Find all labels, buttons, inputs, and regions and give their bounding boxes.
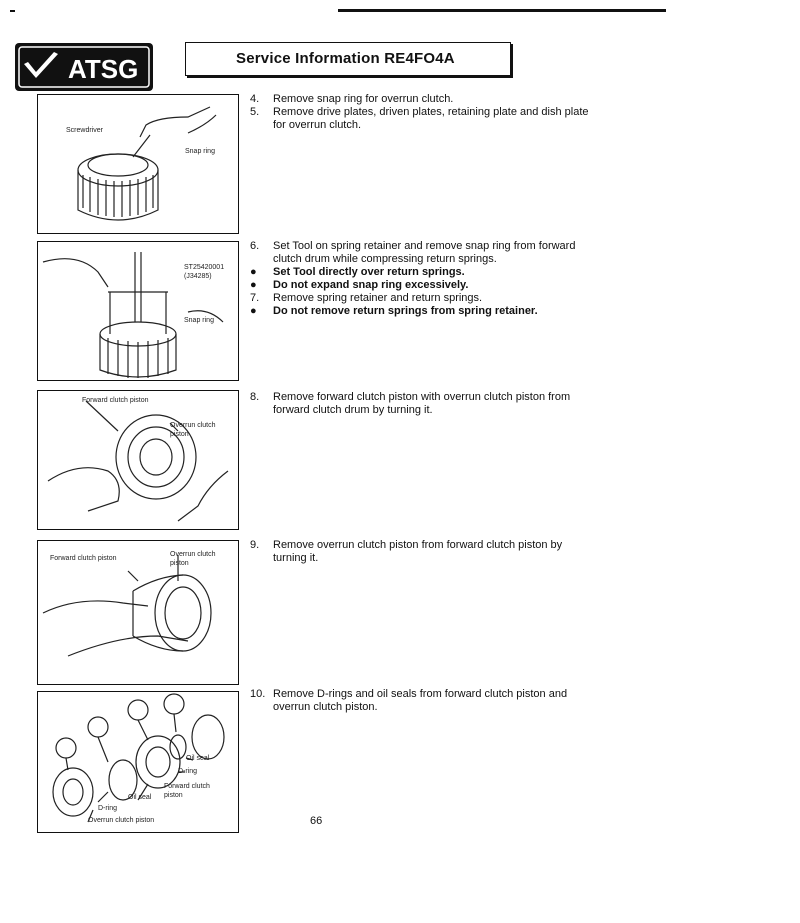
atsg-logo	[14, 42, 154, 92]
step-item	[250, 391, 590, 417]
figure-label: Forward clutch piston	[82, 397, 149, 404]
figure-3-illustration	[38, 391, 238, 529]
figure-3	[37, 390, 239, 530]
step-item	[250, 305, 590, 318]
step-number: 10.	[250, 688, 266, 700]
figure-1	[37, 94, 239, 234]
figure-label: Forward clutch	[164, 783, 210, 790]
step-number: 7.	[250, 292, 260, 304]
step-bullet: ●	[250, 266, 257, 278]
figure-label: ST25420001	[184, 264, 225, 271]
step-number: 4.	[250, 93, 260, 105]
logo-text: ATSG	[68, 54, 139, 84]
step-item	[250, 539, 590, 565]
step-text: Do not remove return springs from spring retainer.	[273, 305, 538, 317]
step-text: Remove forward clutch piston with overrun clutch piston from forward clutch drum by turning it.	[273, 391, 571, 416]
step-number: 9.	[250, 539, 260, 551]
figure-label: piston	[164, 792, 183, 799]
corner-mark	[10, 10, 15, 12]
step-text: Remove D-rings and oil seals from forward clutch piston and overrun clutch piston.	[273, 688, 568, 713]
step-item	[250, 106, 590, 132]
steps-group-2	[250, 240, 590, 318]
step-item	[250, 240, 590, 266]
step-number: 8.	[250, 391, 260, 403]
figure-label: Snap ring	[184, 317, 214, 324]
figure-5	[37, 691, 239, 833]
step-text: Remove drive plates, driven plates, retaining plate and dish plate for overrun clutch.	[273, 106, 589, 131]
steps-group-3	[250, 391, 590, 417]
top-rule	[338, 9, 666, 12]
step-text: Remove snap ring for overrun clutch.	[273, 93, 454, 105]
figure-label: Overrun clutch	[170, 551, 216, 558]
figure-label: piston	[170, 431, 189, 438]
step-item	[250, 292, 590, 305]
step-number: 6.	[250, 240, 260, 252]
step-text: Do not expand snap ring excessively.	[273, 279, 469, 291]
figure-1-illustration	[38, 95, 238, 233]
header-title-box	[185, 42, 511, 76]
figure-4	[37, 540, 239, 685]
steps-group-5	[250, 688, 590, 714]
figure-label: (J34285)	[184, 273, 212, 280]
figure-label: Snap ring	[185, 148, 215, 155]
step-text: Remove overrun clutch piston from forward clutch piston by turning it.	[273, 539, 563, 564]
step-item	[250, 279, 590, 292]
figure-label: D-ring	[98, 805, 118, 812]
atsg-logo-graphic	[14, 42, 154, 92]
step-item	[250, 93, 590, 106]
step-text: Set Tool on spring retainer and remove snap ring from forward clutch drum while compressing return springs.	[273, 240, 576, 265]
step-item	[250, 688, 590, 714]
figure-label: Forward clutch piston	[50, 555, 117, 562]
figure-label: Oil seal	[128, 794, 152, 801]
figure-label: piston	[170, 560, 189, 567]
figure-label: Overrun clutch piston	[88, 817, 155, 824]
figure-2	[37, 241, 239, 381]
step-text: Remove spring retainer and return springs.	[273, 292, 483, 304]
figure-label: Oil seal	[186, 755, 210, 762]
step-bullet: ●	[250, 305, 257, 317]
figure-label: Overrun clutch	[170, 422, 216, 429]
steps-group-1	[250, 93, 590, 132]
step-text: Set Tool directly over return springs.	[273, 266, 465, 278]
step-item	[250, 266, 590, 279]
step-bullet: ●	[250, 279, 257, 291]
steps-group-4	[250, 539, 590, 565]
figure-label: Screwdriver	[66, 127, 103, 134]
page-title: Service Information RE4FO4A	[236, 50, 455, 67]
step-number: 5.	[250, 106, 260, 118]
page-number: 66	[310, 815, 323, 827]
figure-label: D-ring	[178, 768, 198, 775]
